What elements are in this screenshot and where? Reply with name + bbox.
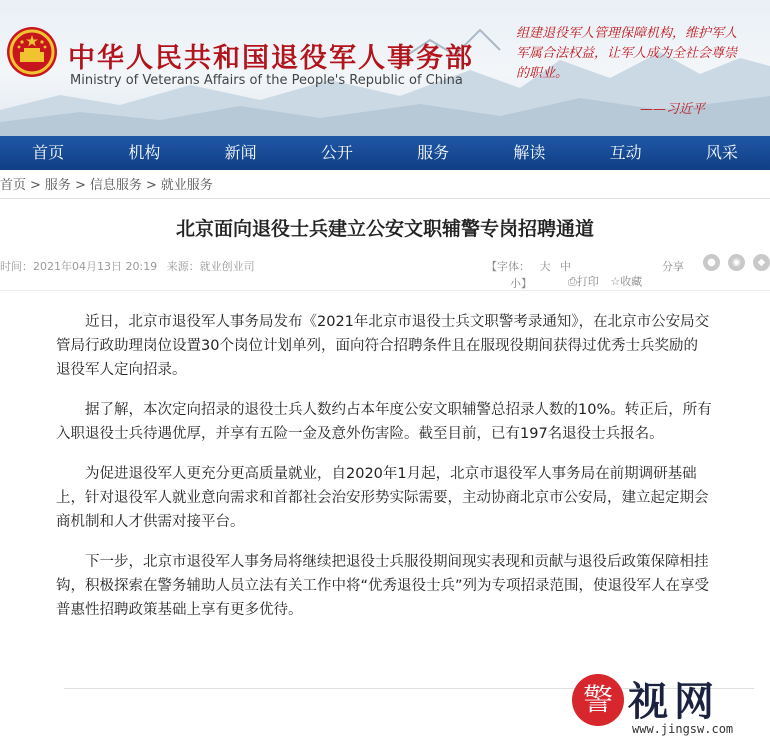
breadcrumb-separator: >: [145, 178, 157, 193]
print-icon: ⎙: [568, 275, 577, 288]
article-paragraph: 为促进退役军人更充分更高质量就业，自2020年1月起，北京市退役军人事务局在前期调研基础上，针对退役军人就业意向需求和首都社会治安形势实际需要，主动协商北京市公安局，建立起定期会商机制和人才供需对接平台。: [56, 466, 709, 530]
nav-item-services[interactable]: 服务: [417, 143, 450, 162]
font-size-control: [486, 258, 571, 274]
share-label: 分享: [662, 260, 684, 273]
font-size-medium[interactable]: 中: [560, 260, 571, 273]
watermark-logo-icon: [570, 672, 626, 728]
collect-label: 收藏: [620, 275, 643, 288]
font-size-large[interactable]: 大: [539, 260, 551, 273]
watermark-name: 视网: [628, 678, 720, 725]
nav-item-interpretation[interactable]: 解读: [513, 143, 546, 162]
breadcrumb-separator: >: [30, 178, 41, 193]
print-label: 打印: [576, 275, 599, 288]
header-banner: [0, 0, 770, 136]
article-source: 来源：就业创业司: [166, 260, 255, 273]
article-title: 北京面向退役士兵建立公安文职辅警专岗招聘通道: [175, 218, 594, 240]
breadcrumb-home[interactable]: 首页: [0, 178, 27, 193]
breadcrumb-employment-services[interactable]: 就业服务: [160, 178, 213, 193]
watermark-url: www.jingsw.com: [632, 722, 734, 736]
nav-item-showcase[interactable]: 风采: [705, 143, 738, 162]
font-size-label: 【字体：: [486, 260, 530, 273]
main-nav: [0, 136, 770, 170]
nav-item-disclosure[interactable]: 公开: [320, 143, 353, 162]
leader-quote: 组建退役军人管理保障机构，维护军人军属合法权益，让军人成为全社会尊崇的职业。: [516, 26, 738, 81]
site-subtitle: Ministry of Veterans Affairs of the People's Republic of China: [70, 73, 463, 88]
watermark-logo-char: 警: [583, 683, 613, 718]
article-meta: [0, 258, 261, 274]
publish-time: 时间：2021年04月13日 20:19: [0, 260, 158, 273]
qq-share-icon[interactable]: ◆: [753, 254, 770, 271]
divider: [0, 290, 770, 291]
article-paragraph: 近日，北京市退役军人事务局发布《2021年北京市退役士兵文职警考录通知》，在北京市公安局交管局行政助理岗位设置30个岗位计划单列，面向符合招聘条件且在服现役期间获得过优秀士兵奖励的退役军人定向招录。: [56, 314, 710, 378]
article-body: [56, 310, 712, 638]
article-tools: [568, 273, 650, 289]
site-title: 中华人民共和国退役军人事务部: [68, 43, 474, 74]
quote-author: ——习近平: [640, 102, 706, 117]
wechat-share-icon[interactable]: ●: [703, 254, 720, 271]
divider: [0, 198, 770, 199]
weibo-share-icon[interactable]: ◉: [728, 254, 745, 271]
breadcrumb-info-services[interactable]: 信息服务: [89, 178, 142, 193]
national-emblem-icon: [6, 26, 58, 78]
nav-item-news[interactable]: 新闻: [224, 143, 257, 162]
article-paragraph: 据了解，本次定向招录的退役士兵人数约占本年度公安文职辅警总招录人数的10%。转正后，所有入职退役士兵待遇优厚，并享有五险一金及意外伤害险。截至目前，已有197名退役士兵报名。: [56, 402, 712, 442]
article-paragraph: 下一步，北京市退役军人事务局将继续把退役士兵服役期间现实表现和贡献与退役后政策保障相挂钩，积极探索在警务辅助人员立法有关工作中将“优秀退役士兵”列为专项招录范围，使退役军人在享受普惠性招聘政策基础上享有更多优待。: [56, 554, 710, 618]
nav-item-organization[interactable]: 机构: [128, 143, 161, 162]
print-button[interactable]: [568, 275, 599, 288]
breadcrumb-services[interactable]: 服务: [44, 178, 71, 193]
nav-item-interaction[interactable]: 互动: [609, 143, 642, 162]
breadcrumb-separator: >: [74, 178, 86, 193]
breadcrumb: [0, 174, 213, 192]
collect-button[interactable]: [610, 275, 642, 288]
nav-item-home[interactable]: 首页: [32, 143, 65, 162]
font-size-small[interactable]: 小】: [510, 277, 532, 290]
star-icon: ☆: [610, 275, 621, 288]
